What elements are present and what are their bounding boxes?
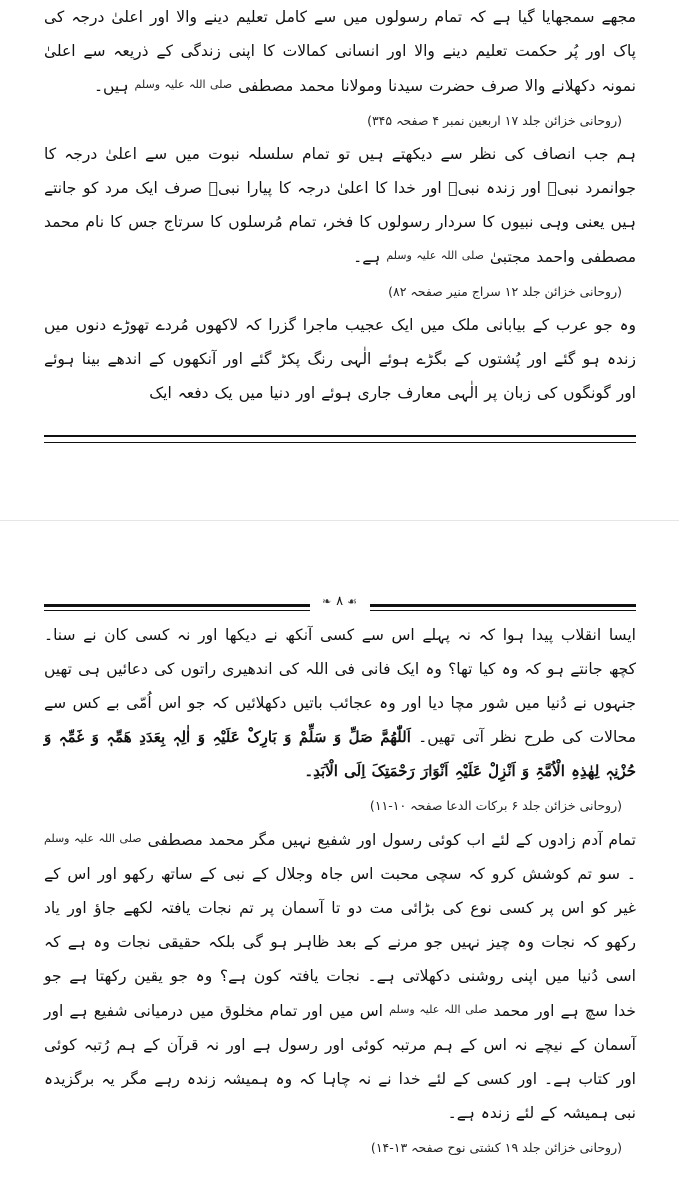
paragraph-line: دکھلانے والا صرف حضرت سیدنا ومولانا محمد مصطفی [238,77,596,95]
paragraph-line: دُنیا میں شور مچا دیا اور وہ عجائب باتیں دکھلائیں کہ جو اس اُمّی بے کس سے محالات کی طرح [44,694,636,746]
dua-text: حُزْنِہٖ لِھٰذِہِ الْاُمَّۃِ وَ اَنْزِلْ عَلَیْہِ اَنْوَارَ رَحْمَتِکَ اِلَی الْاَبَدِ۔ [304,762,636,780]
paragraph-line: پاک اور پُر حکمت تعلیم دینے والا اور انسانی کمالات کا اپنی زندگی کے ذریعہ سے اعلیٰ نمونہ [44,42,636,95]
salawat-mark: صلی اللہ علیہ وسلم [44,832,142,845]
paragraph-line-end: اس میں اور تمام مخلوق میں [189,1002,383,1020]
paragraph-line: اندھے بینا ہوئے اور گونگوں کی زبان پر الٰہی معارف جاری ہوئے اور دنیا میں یک دفعہ ایک [44,350,636,402]
paragraph-5 [44,822,636,1130]
page-separator [0,520,679,521]
reference-citation: (روحانی خزائن جلد ۱۷ اربعین نمبر ۴ صفحہ ۳۴۵) [367,113,622,128]
paragraph-line: کون ہے؟ وہ جو یقین رکھتا ہے جو خدا سچ ہے اور محمد [44,967,636,1020]
reference-citation: (روحانی خزائن جلد ۱۹ کشتی نوح صفحہ ۱۳-۱۴) [370,1140,622,1155]
paragraph-line: کا سردار رسولوں کا فخر، تمام مُرسلوں کا سرتاج جس کا نام محمد مصطفی واحمد مجتبیٰ [44,213,636,266]
paragraph-line: وہ جو عرب کے بیابانی ملک میں ایک عجیب ماجرا گزرا کہ لاکھوں مُردے تھوڑے [112,316,637,334]
paragraph-line: درمیانی شفیع ہے اور آسمان کے نیچے نہ اس کے ہم مرتبہ کوئی اور رسول ہے اور نہ قرآن کے ہم [44,1002,636,1054]
paragraph-line: ہم جب انصاف کی نظر سے دیکھتے ہیں تو تمام سلسلہ نبوت میں سے اعلیٰ درجہ کا [44,145,636,163]
page-number: ۸ [336,593,344,609]
paragraph-line: جوانمرد نبیؐ اور زندہ نبیؐ اور خدا کا اعلیٰ درجہ کا پیارا نبیؐ صرف ایک مرد کو جانتے ہیں یعنی وہی نبیوں [44,179,636,231]
paragraph-line-end: ۔ سو تم [577,865,636,883]
paragraph-line-end: ہے۔ [353,248,381,266]
dua-text: اَللّٰھُمَّ صَلِّ وَ سَلِّمْ وَ بَارِکْ عَلَیْہِ وَ اٰلِہٖ بِعَدَدِ ھَمِّہٖ وَ غَمِّہٖ وَ [44,728,411,746]
page-number-badge [310,590,370,612]
paragraph-line: کے بعد ظاہر ہو گی بلکہ حقیقی نجات وہ ہے کہ اسی دُنیا میں اپنی روشنی دکھلاتی ہے۔ نجات یافتہ [44,933,636,985]
paragraph-line: ایسا انقلاب پیدا ہوا کہ نہ پہلے اس سے کسی آنکھ نے دیکھا اور نہ کسی کان نے سنا۔ کچھ [44,626,637,678]
paragraph-line-end: ہیں۔ [93,77,129,95]
salawat-mark: صلی اللہ علیہ وسلم [386,249,484,262]
footer-rule-thin [44,442,636,443]
paragraph-line: دنوں میں زندہ ہو گئے اور پُشتوں کے بگڑے ہوئے الٰہی رنگ پکڑ گئے اور آنکھوں کے [44,316,636,368]
paragraph-line: رُتبہ کوئی اور کتاب ہے۔ اور کسی کے لئے خدا نے نہ چاہا کہ وہ ہمیشہ زندہ رہے مگر یہ برگزیدہ [44,1036,636,1088]
salawat-mark: صلی اللہ علیہ وسلم [134,78,233,91]
paragraph-line: مجھے سمجھایا گیا ہے کہ تمام رسولوں میں سے کامل تعلیم دینے والا اور اعلیٰ درجہ کی [44,8,636,26]
paragraph-line: کی بڑائی مت دو تا آسمان پر تم نجات یافتہ لکھے جاؤ اور یاد رکھو کہ نجات وہ چیز نہیں جو مرنے [44,899,636,951]
upper-page-content [44,0,636,410]
footer-rule-thick [44,435,636,437]
paragraph-line: نظر آتی تھیں۔ [418,728,517,746]
paragraph-line: جانتے ہو کہ وہ کیا تھا؟ وہ ایک فانی فی اللہ کی اندھیری راتوں کی دعائیں ہی تھیں جنہوں نے [44,660,636,712]
paragraph-line: کوشش کرو کہ سچی محبت اس جاہ وجلال کے نبی کے ساتھ رکھو اور اس کے غیر کو اس پر کسی نوع [44,865,636,917]
upper-page [44,0,636,446]
paragraph-2 [44,137,636,274]
salawat-mark: صلی اللہ علیہ وسلم [389,1003,488,1016]
paragraph-1 [44,0,636,103]
reference-citation: (روحانی خزائن جلد ۱۲ سراج منیر صفحہ ۸۲) [388,284,622,299]
paragraph-3 [44,308,636,410]
paragraph-4 [44,618,636,788]
paragraph-line: نبی ہمیشہ کے لئے زندہ ہے۔ [447,1104,636,1122]
ornament-right-icon: ☙ [347,594,359,608]
lower-page-content [44,618,636,1164]
lower-page [44,590,636,1200]
paragraph-line: تمام آدم زادوں کے لئے اب کوئی رسول اور شفیع نہیں مگر محمد مصطفی [147,831,636,849]
reference-citation: (روحانی خزائن جلد ۶ برکات الدعا صفحہ ۱۰-۱۱) [369,798,622,813]
ornament-left-icon: ❧ [321,594,333,608]
